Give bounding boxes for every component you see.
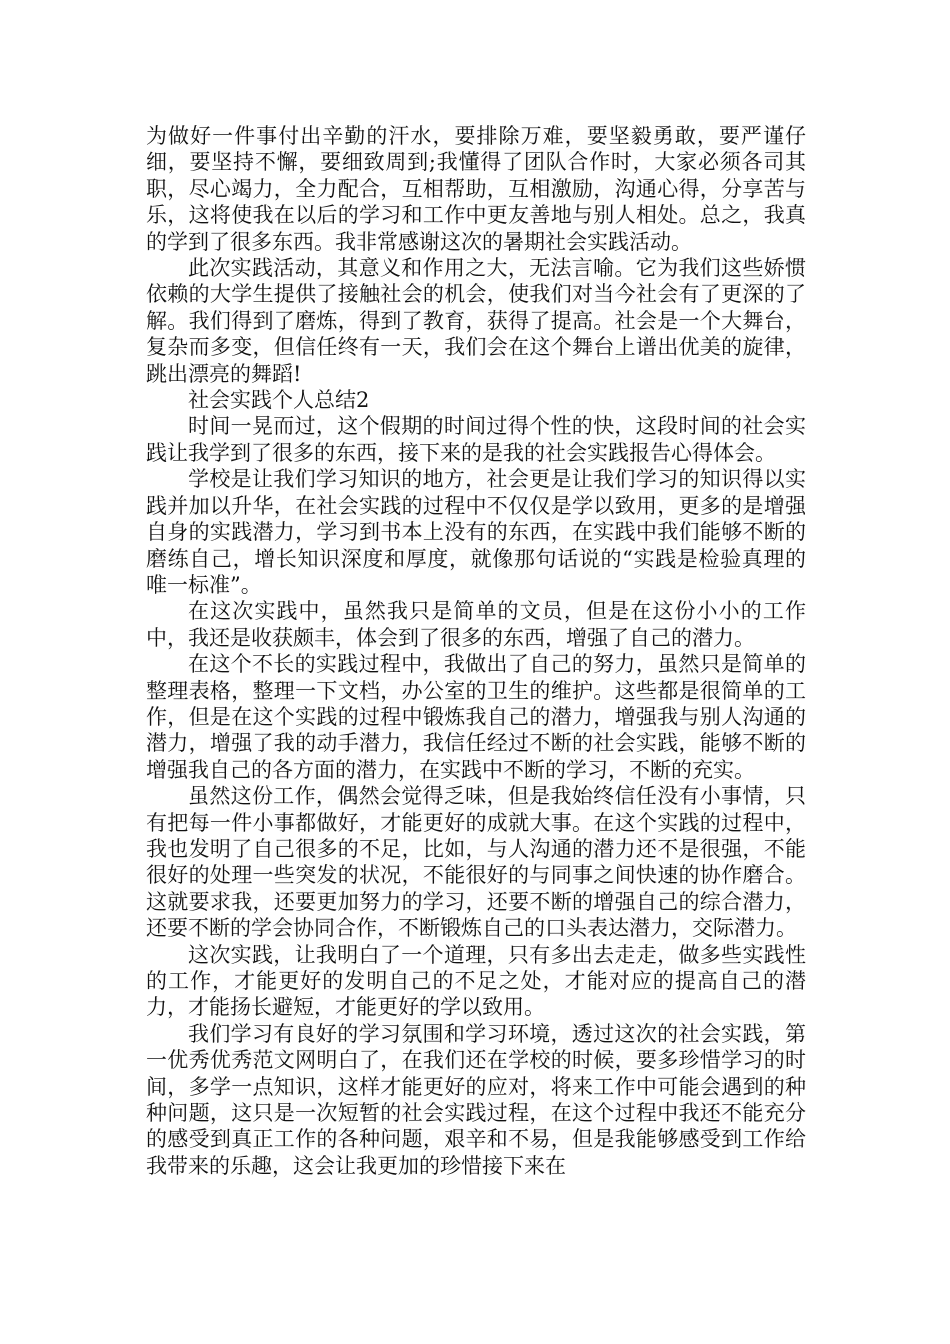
- paragraph: 这次实践，让我明白了一个道理，只有多出去走走，做多些实践性的工作，才能更好的发明自己的不足之处，才能对应的提高自己的潜力，才能扬长避短，才能更好的学以致用。: [146, 942, 806, 1020]
- paragraph: 学校是让我们学习知识的地方，社会更是让我们学习的知识得以实践并加以升华，在社会实践的过程中不仅仅是学以致用，更多的是增强自身的实践潜力，学习到书本上没有的东西，在实践中我们能够不断的磨练自己，增长知识深度和厚度，就像那句话说的“实践是检验真理的唯一标准”。: [146, 467, 806, 597]
- paragraph: 在这次实践中，虽然我只是简单的文员，但是在这份小小的工作中，我还是收获颇丰，体会到了很多的东西，增强了自己的潜力。: [146, 599, 806, 650]
- paragraph: 为做好一件事付出辛勤的汗水，要排除万难，要坚毅勇敢，要严谨仔细，要坚持不懈，要细致周到;我懂得了团队合作时，大家必须各司其职，尽心竭力，全力配合，互相帮助，互相激励，沟通心得，分享苦与乐，这将使我在以后的学习和工作中更友善地与别人相处。总之，我真的学到了很多东西。我非常感谢这次的暑期社会实践活动。: [146, 124, 806, 254]
- paragraph: 我们学习有良好的学习氛围和学习环境，透过这次的社会实践，第一优秀优秀范文网明白了，在我们还在学校的时候，要多珍惜学习的时间，多学一点知识，这样才能更好的应对，将来工作中可能会遇到的种种问题，这只是一次短暂的社会实践过程，在这个过程中我还不能充分的感受到真正工作的各种问题，艰辛和不易，但是我能够感受到工作给我带来的乐趣，这会让我更加的珍惜接下来在: [146, 1021, 806, 1178]
- paragraph: 此次实践活动，其意义和作用之大，无法言喻。它为我们这些娇惯依赖的大学生提供了接触社会的机会，使我们对当今社会有了更深的了解。我们得到了磨炼，得到了教育，获得了提高。社会是一个大舞台，复杂而多变，但信任终有一天，我们会在这个舞台上谱出优美的旋律，跳出漂亮的舞蹈!: [146, 256, 806, 386]
- paragraph: 在这个不长的实践过程中，我做出了自己的努力，虽然只是简单的整理表格，整理一下文档，办公室的卫生的维护。这些都是很简单的工作，但是在这个实践的过程中锻炼我自己的潜力，增强我与别人沟通的潜力，增强了我的动手潜力，我信任经过不断的社会实践，能够不断的增强我自己的各方面的潜力，在实践中不断的学习，不断的充实。: [146, 652, 806, 782]
- document-page: [146, 123, 806, 1179]
- paragraph: 时间一晃而过，这个假期的时间过得个性的快，这段时间的社会实践让我学到了很多的东西，接下来的是我的社会实践报告心得体会。: [146, 414, 806, 465]
- section-heading: 社会实践个人总结2: [188, 388, 370, 413]
- paragraph: 虽然这份工作，偶然会觉得乏味，但是我始终信任没有小事情，只有把每一件小事都做好，才能更好的成就大事。在这个实践的过程中，我也发明了自己很多的不足，比如，与人沟通的潜力还不是很强，不能很好的处理一些突发的状况，不能很好的与同事之间快速的协作磨合。这就要求我，还要更加努力的学习，还要不断的增强自己的综合潜力，还要不断的学会协同合作，不断锻炼自己的口头表达潜力，交际潜力。: [146, 784, 806, 941]
